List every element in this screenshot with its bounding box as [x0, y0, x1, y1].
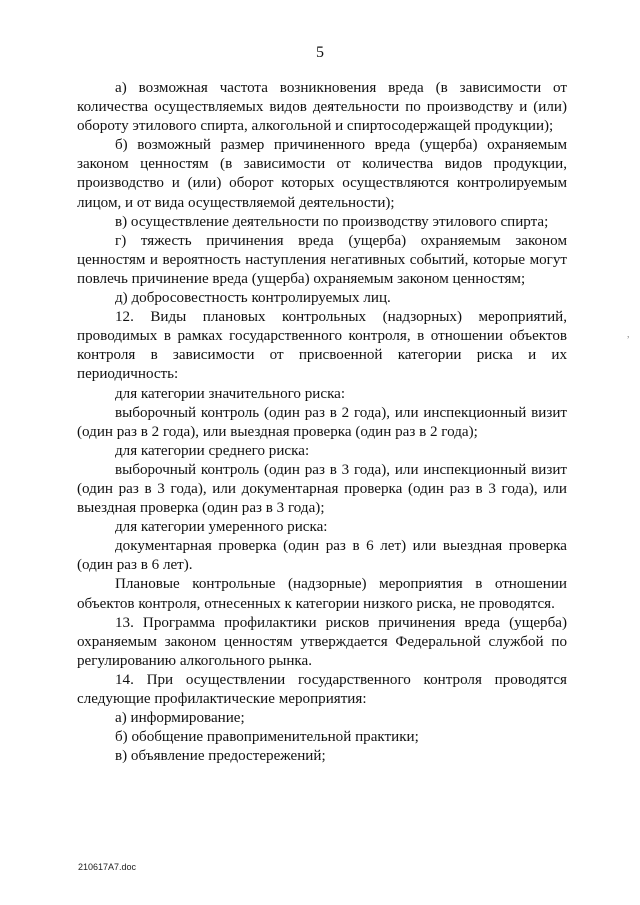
paragraph-moderate-risk-heading: для категории умеренного риска: [115, 519, 328, 536]
footer-file-code: 210617A7.doc [78, 862, 137, 872]
paragraph-item-v-warnings: в) объявление предостережений; [115, 748, 326, 765]
paragraph-medium-risk-heading: для категории среднего риска: [115, 442, 310, 459]
document-body [77, 79, 567, 766]
paragraph-item-b-harm-size: б) возможный размер причиненного вреда (ущерба) охраняемым законом ценностям (в зависимости от количества видов продукции, производство и (или) оборот которых осуществляются контролируемым лицом, и от вида осуществляемой деятельности); [77, 137, 567, 211]
paragraph-significant-risk-heading: для категории значительного риска: [115, 385, 346, 402]
margin-tick-mark: , [627, 329, 630, 340]
paragraph-clause-14: 14. При осуществлении государственного контроля проводятся следующие профилактические мероприятия: [77, 671, 567, 707]
paragraph-item-a-frequency: а) возможная частота возникновения вреда (в зависимости от количества осуществляемых видов деятельности по производству и (или) обороту этилового спирта, алкогольной и спиртосодержащей продукции); [77, 80, 567, 135]
paragraph-medium-risk-measures: выборочный контроль (один раз в 3 года), или инспекционный визит (один раз в 3 года), или документарная проверка (один раз в 3 года), или выездная проверка (один раз в 3 года); [77, 461, 567, 517]
paragraph-clause-12: 12. Виды плановых контрольных (надзорных) мероприятий, проводимых в рамках государственного контроля, в отношении объектов контроля в зависимости от присвоенной категории риска и их периодичность: [77, 309, 567, 383]
paragraph-moderate-risk-measures: документарная проверка (один раз в 6 лет) или выездная проверка (один раз в 6 лет). [77, 538, 567, 574]
page-number: 5 [316, 44, 324, 61]
paragraph-item-d-integrity: д) добросовестность контролируемых лиц. [115, 290, 391, 307]
paragraph-clause-13: 13. Программа профилактики рисков причинения вреда (ущерба) охраняемым законом ценностям утверждается Федеральной службой по регулированию алкогольного рынка. [77, 614, 567, 669]
paragraph-low-risk-note: Плановые контрольные (надзорные) мероприятия в отношении объектов контроля, отнесенных к категории низкого риска, не проводятся. [77, 576, 567, 612]
paragraph-item-b-generalization: б) обобщение правоприменительной практики; [115, 729, 419, 746]
paragraph-item-a-informing: а) информирование; [115, 710, 245, 727]
paragraph-item-v-production: в) осуществление деятельности по производству этилового спирта; [115, 213, 549, 230]
paragraph-significant-risk-measures: выборочный контроль (один раз в 2 года), или инспекционный визит (один раз в 2 года), или выездная проверка (один раз в 2 года); [77, 404, 567, 440]
paragraph-item-g-severity: г) тяжесть причинения вреда (ущерба) охраняемым законом ценностям и вероятность наступления негативных событий, которые могут повлечь причинение вреда (ущерба) охраняемым законом ценностям; [77, 232, 567, 287]
